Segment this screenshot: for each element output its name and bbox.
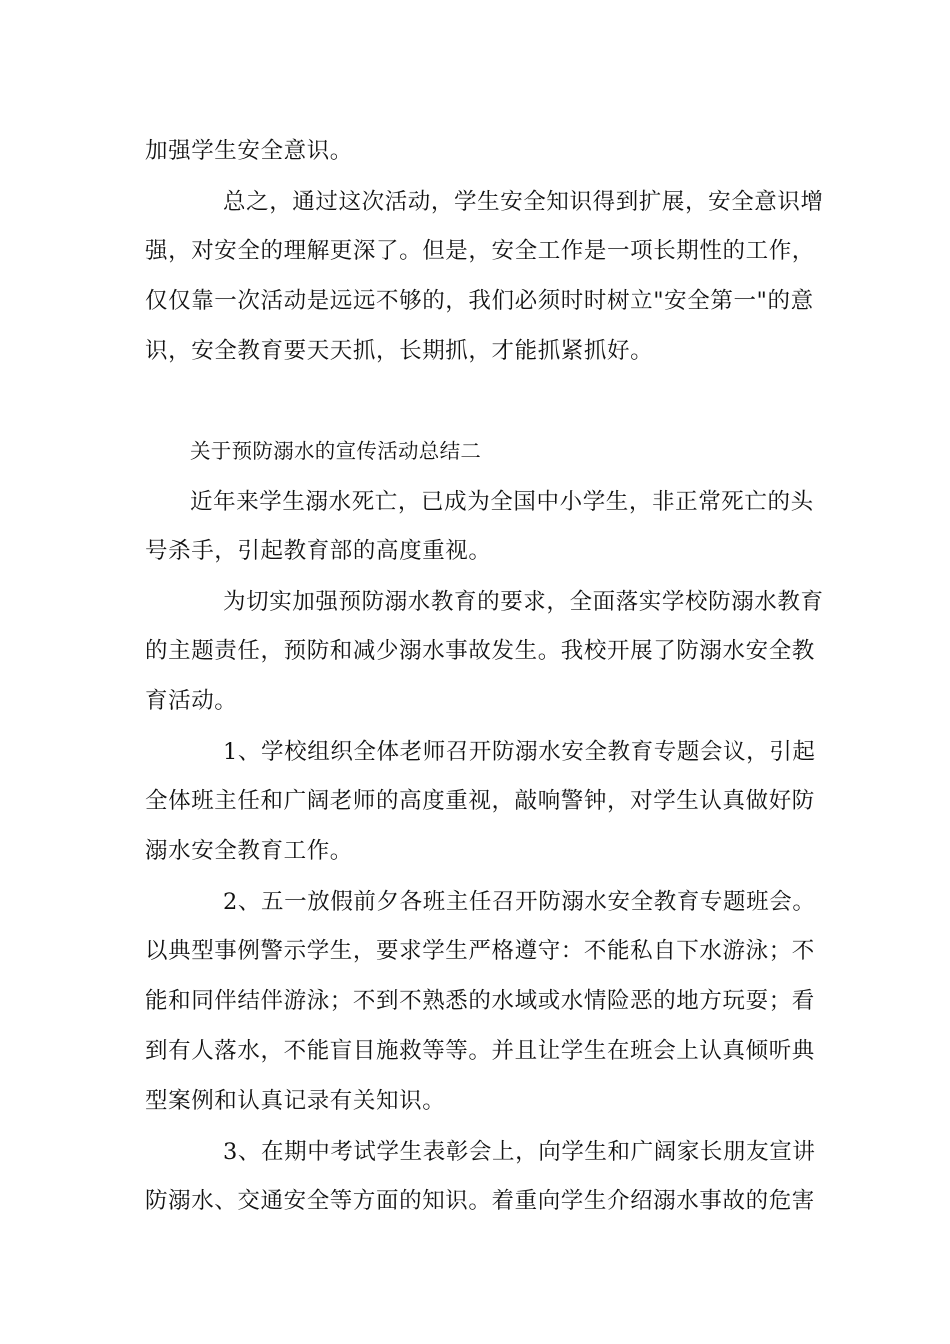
text-line: 识，安全教育要天天抓，长期抓，才能抓紧抓好。 — [145, 338, 654, 364]
paragraph-first-line: 近年来学生溺水死亡，已成为全国中小学生，非正常死亡的头 — [190, 489, 814, 515]
paragraph-first-line: 3、在期中考试学生表彰会上，向学生和广阔家长朋友宣讲 — [223, 1139, 816, 1165]
text-line: 的主题责任，预防和减少溺水事故发生。我校开展了防溺水安全教 — [145, 638, 815, 664]
paragraph-first-line: 总之，通过这次活动，学生安全知识得到扩展，安全意识增 — [223, 189, 824, 215]
text-line: 强，对安全的理解更深了。但是，安全工作是一项长期性的工作， — [145, 238, 815, 264]
text-line: 防溺水、交通安全等方面的知识。着重向学生介绍溺水事故的危害 — [145, 1188, 815, 1214]
paragraph-first-line: 为切实加强预防溺水教育的要求，全面落实学校防溺水教育 — [223, 589, 824, 615]
text-line: 能和同伴结伴游泳；不到不熟悉的水域或水情险恶的地方玩耍；看 — [145, 988, 815, 1014]
text-line: 仅仅靠一次活动是远远不够的，我们必须时时树立"安全第一"的意 — [145, 288, 814, 314]
section-title: 关于预防溺水的宣传活动总结二 — [190, 439, 482, 463]
text-line: 型案例和认真记录有关知识。 — [145, 1088, 446, 1114]
text-line: 加强学生安全意识。 — [145, 138, 353, 164]
text-line: 全体班主任和广阔老师的高度重视，敲响警钟，对学生认真做好防 — [145, 788, 815, 814]
paragraph-first-line: 1、学校组织全体老师召开防溺水安全教育专题会议，引起 — [223, 739, 816, 765]
text-line: 以典型事例警示学生，要求学生严格遵守：不能私自下水游泳；不 — [145, 938, 815, 964]
text-line: 溺水安全教育工作。 — [145, 838, 353, 864]
paragraph-first-line: 2、五一放假前夕各班主任召开防溺水安全教育专题班会。 — [223, 889, 816, 915]
text-line: 到有人落水，不能盲目施救等等。并且让学生在班会上认真倾听典 — [145, 1038, 815, 1064]
text-line: 育活动。 — [145, 688, 238, 714]
text-line: 号杀手，引起教育部的高度重视。 — [145, 538, 492, 564]
